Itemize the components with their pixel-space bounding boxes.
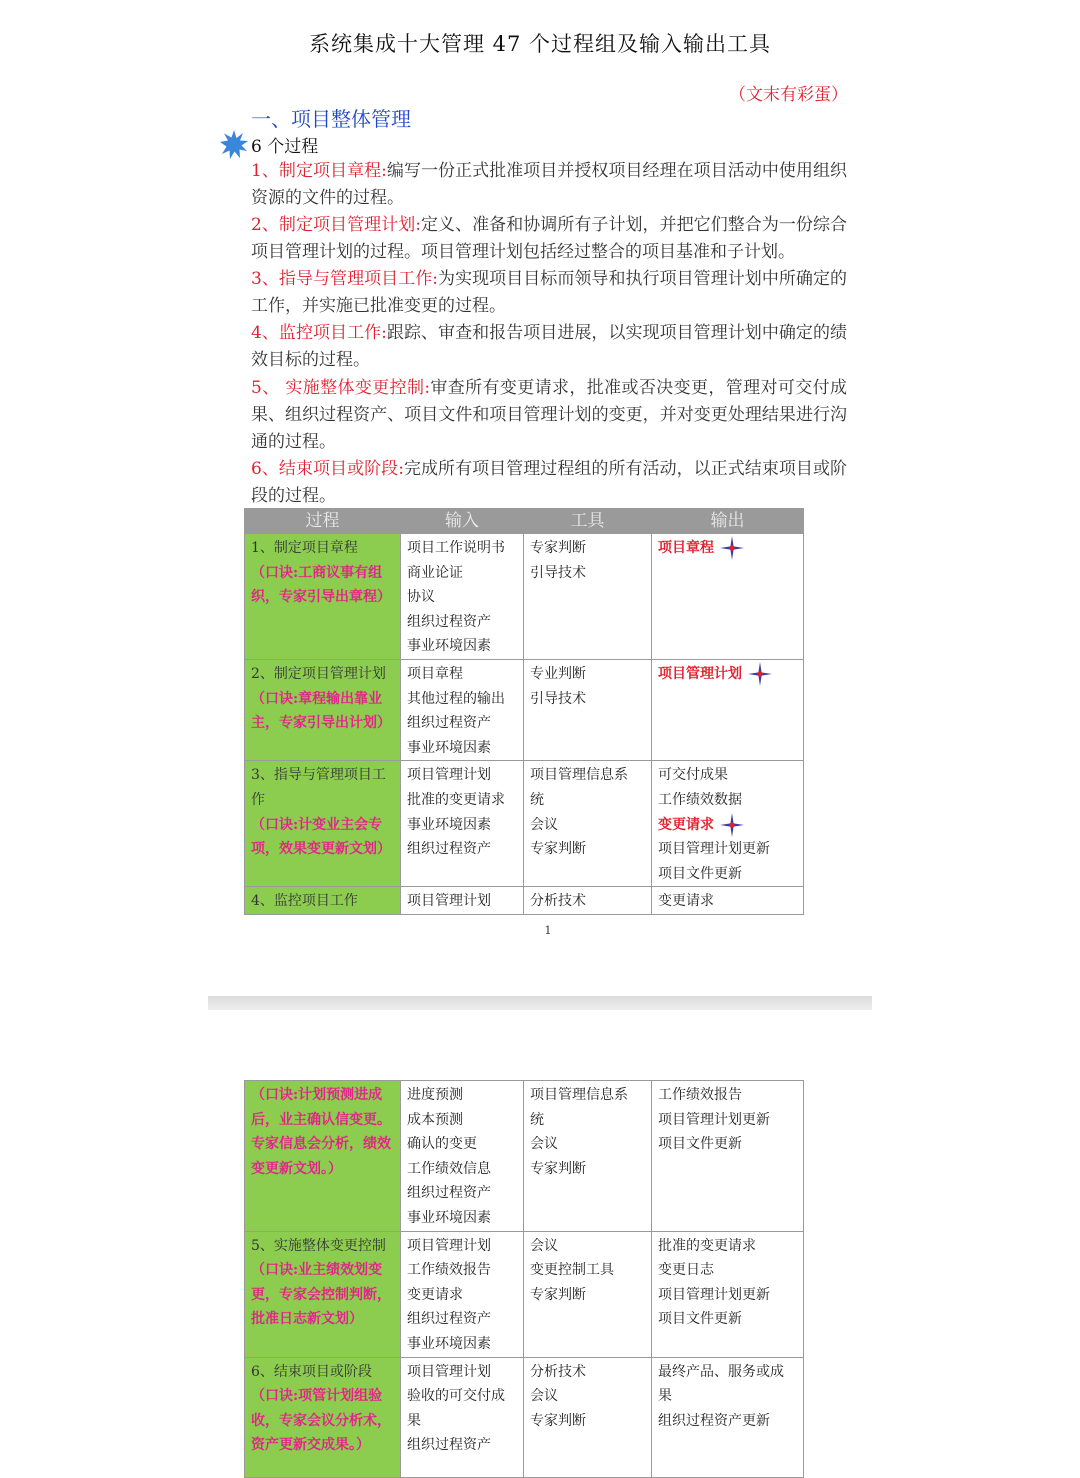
input-cell	[401, 887, 524, 915]
output-item: 果	[658, 1388, 672, 1405]
tool-cell	[524, 1081, 652, 1232]
process-name-line: 3、指导与管理项目工	[251, 767, 386, 784]
process-label: 5、 实施整体变更控制:	[251, 378, 431, 398]
input-item: 事业环境因素	[407, 816, 491, 833]
process-cell	[245, 761, 401, 887]
input-cell	[401, 1357, 524, 1477]
output-item: 项目管理计划更新	[658, 1111, 770, 1128]
process-description-4	[251, 320, 847, 374]
mnemonic-line: 主，专家引导出计划）	[251, 715, 391, 732]
page-number: 1	[544, 924, 552, 937]
process-count: 6 个过程	[251, 137, 319, 157]
input-item: 工作绩效信息	[407, 1160, 491, 1177]
tool-item: 专家判断	[530, 1286, 586, 1303]
process-description-2	[251, 212, 847, 266]
tool-item: 专家判断	[530, 1160, 586, 1177]
process-description-5	[251, 375, 847, 456]
mnemonic-line: 资产更新交成果。）	[251, 1437, 370, 1454]
mnemonic-line: （口诀:计划预测进成	[251, 1087, 383, 1103]
mnemonic-line: 织，专家引导出章程）	[251, 589, 391, 606]
input-item: 工作绩效报告	[407, 1262, 491, 1279]
input-item: 项目管理计划	[407, 1363, 491, 1380]
sparkle-star-icon	[748, 662, 772, 686]
mnemonic-line: （口诀:工商议事有组	[251, 564, 383, 581]
process-label: 1、制定项目章程:	[251, 161, 387, 181]
process-cell	[245, 659, 401, 760]
process-cell	[245, 1231, 401, 1357]
output-item: 变更请求	[658, 893, 714, 910]
output-cell	[652, 1231, 804, 1357]
sparkle-star-icon	[720, 536, 744, 560]
output-item: 工作绩效报告	[658, 1087, 742, 1103]
input-item: 验收的可交付成	[407, 1388, 505, 1405]
sparkle-star-icon	[720, 813, 744, 837]
process-table-page-2	[244, 1080, 804, 1478]
process-label: 3、指导与管理项目工作:	[251, 269, 438, 289]
input-item: 项目工作说明书	[407, 540, 505, 556]
input-item: 进度预测	[407, 1087, 463, 1103]
output-cell	[652, 534, 804, 660]
process-description-3	[251, 266, 847, 320]
input-item: 事业环境因素	[407, 1335, 491, 1352]
tool-item: 分析技术	[530, 893, 586, 910]
input-item: 其他过程的输出	[407, 690, 505, 707]
process-text: 编写一份正式批准项目并授权项目经理在项目活动中使用组织资源的文件的过程。	[251, 161, 848, 208]
output-item: 可交付成果	[658, 767, 728, 784]
mnemonic-line: 批准日志新文划）	[251, 1311, 363, 1328]
table-row	[245, 1231, 804, 1357]
tool-item: 专家判断	[530, 841, 586, 858]
section-title: 一、项目整体管理	[251, 107, 411, 131]
table-header-row	[245, 509, 804, 534]
table-row	[245, 761, 804, 887]
process-name-line: 1、制定项目章程	[251, 540, 358, 556]
output-item: 批准的变更请求	[658, 1237, 756, 1254]
tool-item: 专家判断	[530, 540, 586, 556]
process-label: 6、结束项目或阶段:	[251, 459, 404, 479]
input-item: 协议	[407, 589, 435, 606]
mnemonic-line: 专家信息会分析，绩效	[251, 1136, 391, 1153]
tool-item: 会议	[530, 816, 558, 833]
tool-item: 统	[530, 1111, 544, 1128]
input-item: 事业环境因素	[407, 638, 491, 655]
input-item: 成本预测	[407, 1111, 463, 1128]
input-item: 项目管理计划	[407, 893, 491, 910]
input-item: 批准的变更请求	[407, 791, 505, 808]
mnemonic-line: 更，专家会控制判断，	[251, 1286, 391, 1303]
input-item: 项目管理计划	[407, 1237, 491, 1254]
process-table-page-1	[244, 508, 804, 915]
input-item: 组织过程资产	[407, 715, 491, 732]
mnemonic-line: 收，专家会议分析术，	[251, 1412, 391, 1429]
output-cell	[652, 1357, 804, 1477]
input-cell	[401, 534, 524, 660]
header-output: 输出	[652, 509, 804, 534]
table-row	[245, 887, 804, 915]
process-cell	[245, 887, 401, 915]
table-row	[245, 534, 804, 660]
table-row	[245, 659, 804, 760]
output-item-highlight: 变更请求	[658, 816, 714, 833]
process-description-6	[251, 456, 847, 510]
input-item: 变更请求	[407, 1286, 463, 1303]
output-item: 组织过程资产更新	[658, 1412, 770, 1429]
process-label: 2、制定项目管理计划:	[251, 215, 421, 235]
process-text: 完成所有项目管理过程组的所有活动，以正式结束项目或阶段的过程。	[251, 459, 848, 506]
output-item: 最终产品、服务或成	[658, 1363, 784, 1380]
output-cell	[652, 761, 804, 887]
process-name-line: 4、监控项目工作	[251, 893, 358, 910]
input-item: 项目管理计划	[407, 767, 491, 784]
input-cell	[401, 1231, 524, 1357]
tool-item: 引导技术	[530, 564, 586, 581]
process-name-line: 6、结束项目或阶段	[251, 1363, 372, 1380]
tool-item: 专业判断	[530, 665, 586, 682]
output-cell	[652, 1081, 804, 1232]
tool-item: 会议	[530, 1136, 558, 1153]
input-cell	[401, 659, 524, 760]
output-item: 项目文件更新	[658, 865, 742, 882]
output-item: 项目管理计划更新	[658, 841, 770, 858]
process-cell	[245, 534, 401, 660]
output-item-highlight: 项目章程	[658, 540, 714, 556]
page-break-divider	[208, 996, 872, 1010]
blue-starburst-icon	[220, 130, 248, 160]
process-name-line: 2、制定项目管理计划	[251, 665, 386, 682]
input-item: 组织过程资产	[407, 1437, 491, 1454]
input-item: 确认的变更	[407, 1136, 477, 1153]
tool-cell	[524, 1231, 652, 1357]
mnemonic-line: （口诀:业主绩效划变	[251, 1262, 383, 1279]
process-text: 跟踪、审查和报告项目进展，以实现项目管理计划中确定的绩效目标的过程。	[251, 323, 848, 370]
tool-item: 会议	[530, 1388, 558, 1405]
input-cell	[401, 761, 524, 887]
tool-item: 项目管理信息系	[530, 767, 628, 784]
mnemonic-line: （口诀:章程输出靠业	[251, 690, 383, 707]
table-row	[245, 1357, 804, 1477]
input-item: 组织过程资产	[407, 841, 491, 858]
mnemonic-line: （口诀:项管计划组验	[251, 1388, 383, 1405]
input-item: 组织过程资产	[407, 1311, 491, 1328]
mnemonic-line: 后，业主确认信变更。	[251, 1111, 391, 1128]
tool-item: 变更控制工具	[530, 1262, 614, 1279]
header-input: 输入	[401, 509, 524, 534]
input-cell	[401, 1081, 524, 1232]
tool-cell	[524, 534, 652, 660]
tool-cell	[524, 659, 652, 760]
input-item: 果	[407, 1412, 421, 1429]
process-name-line: 5、实施整体变更控制	[251, 1237, 386, 1254]
header-process: 过程	[245, 509, 401, 534]
output-item: 工作绩效数据	[658, 791, 742, 808]
process-name-line: 作	[251, 791, 265, 808]
output-item: 项目管理计划更新	[658, 1286, 770, 1303]
input-item: 商业论证	[407, 564, 463, 581]
process-description-1	[251, 158, 847, 212]
input-item: 项目章程	[407, 665, 463, 682]
tool-item: 会议	[530, 1237, 558, 1254]
input-item: 组织过程资产	[407, 1185, 491, 1202]
output-item: 变更日志	[658, 1262, 714, 1279]
tool-item: 统	[530, 791, 544, 808]
table-row	[245, 1081, 804, 1232]
tool-cell	[524, 887, 652, 915]
output-item: 项目文件更新	[658, 1136, 742, 1153]
tool-cell	[524, 1357, 652, 1477]
tool-item: 分析技术	[530, 1363, 586, 1380]
document-title: 系统集成十大管理 47 个过程组及输入输出工具	[308, 32, 772, 56]
output-cell	[652, 887, 804, 915]
input-item: 事业环境因素	[407, 1209, 491, 1226]
easter-egg-note: （文末有彩蛋）	[729, 85, 848, 105]
output-item-highlight: 项目管理计划	[658, 665, 742, 682]
output-cell	[652, 659, 804, 760]
process-cell	[245, 1357, 401, 1477]
process-text: 审查所有变更请求，批准或否决变更，管理对可交付成果、组织过程资产、项目文件和项目管理计划的变更，并对变更处理结果进行沟通的过程。	[251, 378, 848, 452]
header-tool: 工具	[524, 509, 652, 534]
output-item: 项目文件更新	[658, 1311, 742, 1328]
input-item: 事业环境因素	[407, 739, 491, 756]
process-text: 定义、准备和协调所有子计划，并把它们整合为一份综合项目管理计划的过程。项目管理计划包括经过整合的项目基准和子计划。	[251, 215, 848, 262]
tool-item: 引导技术	[530, 690, 586, 707]
mnemonic-line: 变更新文划。）	[251, 1160, 342, 1177]
mnemonic-line: （口诀:计变业主会专	[251, 816, 383, 833]
tool-item: 专家判断	[530, 1412, 586, 1429]
process-cell	[245, 1081, 401, 1232]
process-text: 为实现项目目标而领导和执行项目管理计划中所确定的工作，并实施已批准变更的过程。	[251, 269, 847, 316]
tool-cell	[524, 761, 652, 887]
tool-item: 项目管理信息系	[530, 1087, 628, 1103]
process-label: 4、监控项目工作:	[251, 323, 387, 343]
input-item: 组织过程资产	[407, 613, 491, 630]
mnemonic-line: 项，效果变更新文划）	[251, 841, 391, 858]
